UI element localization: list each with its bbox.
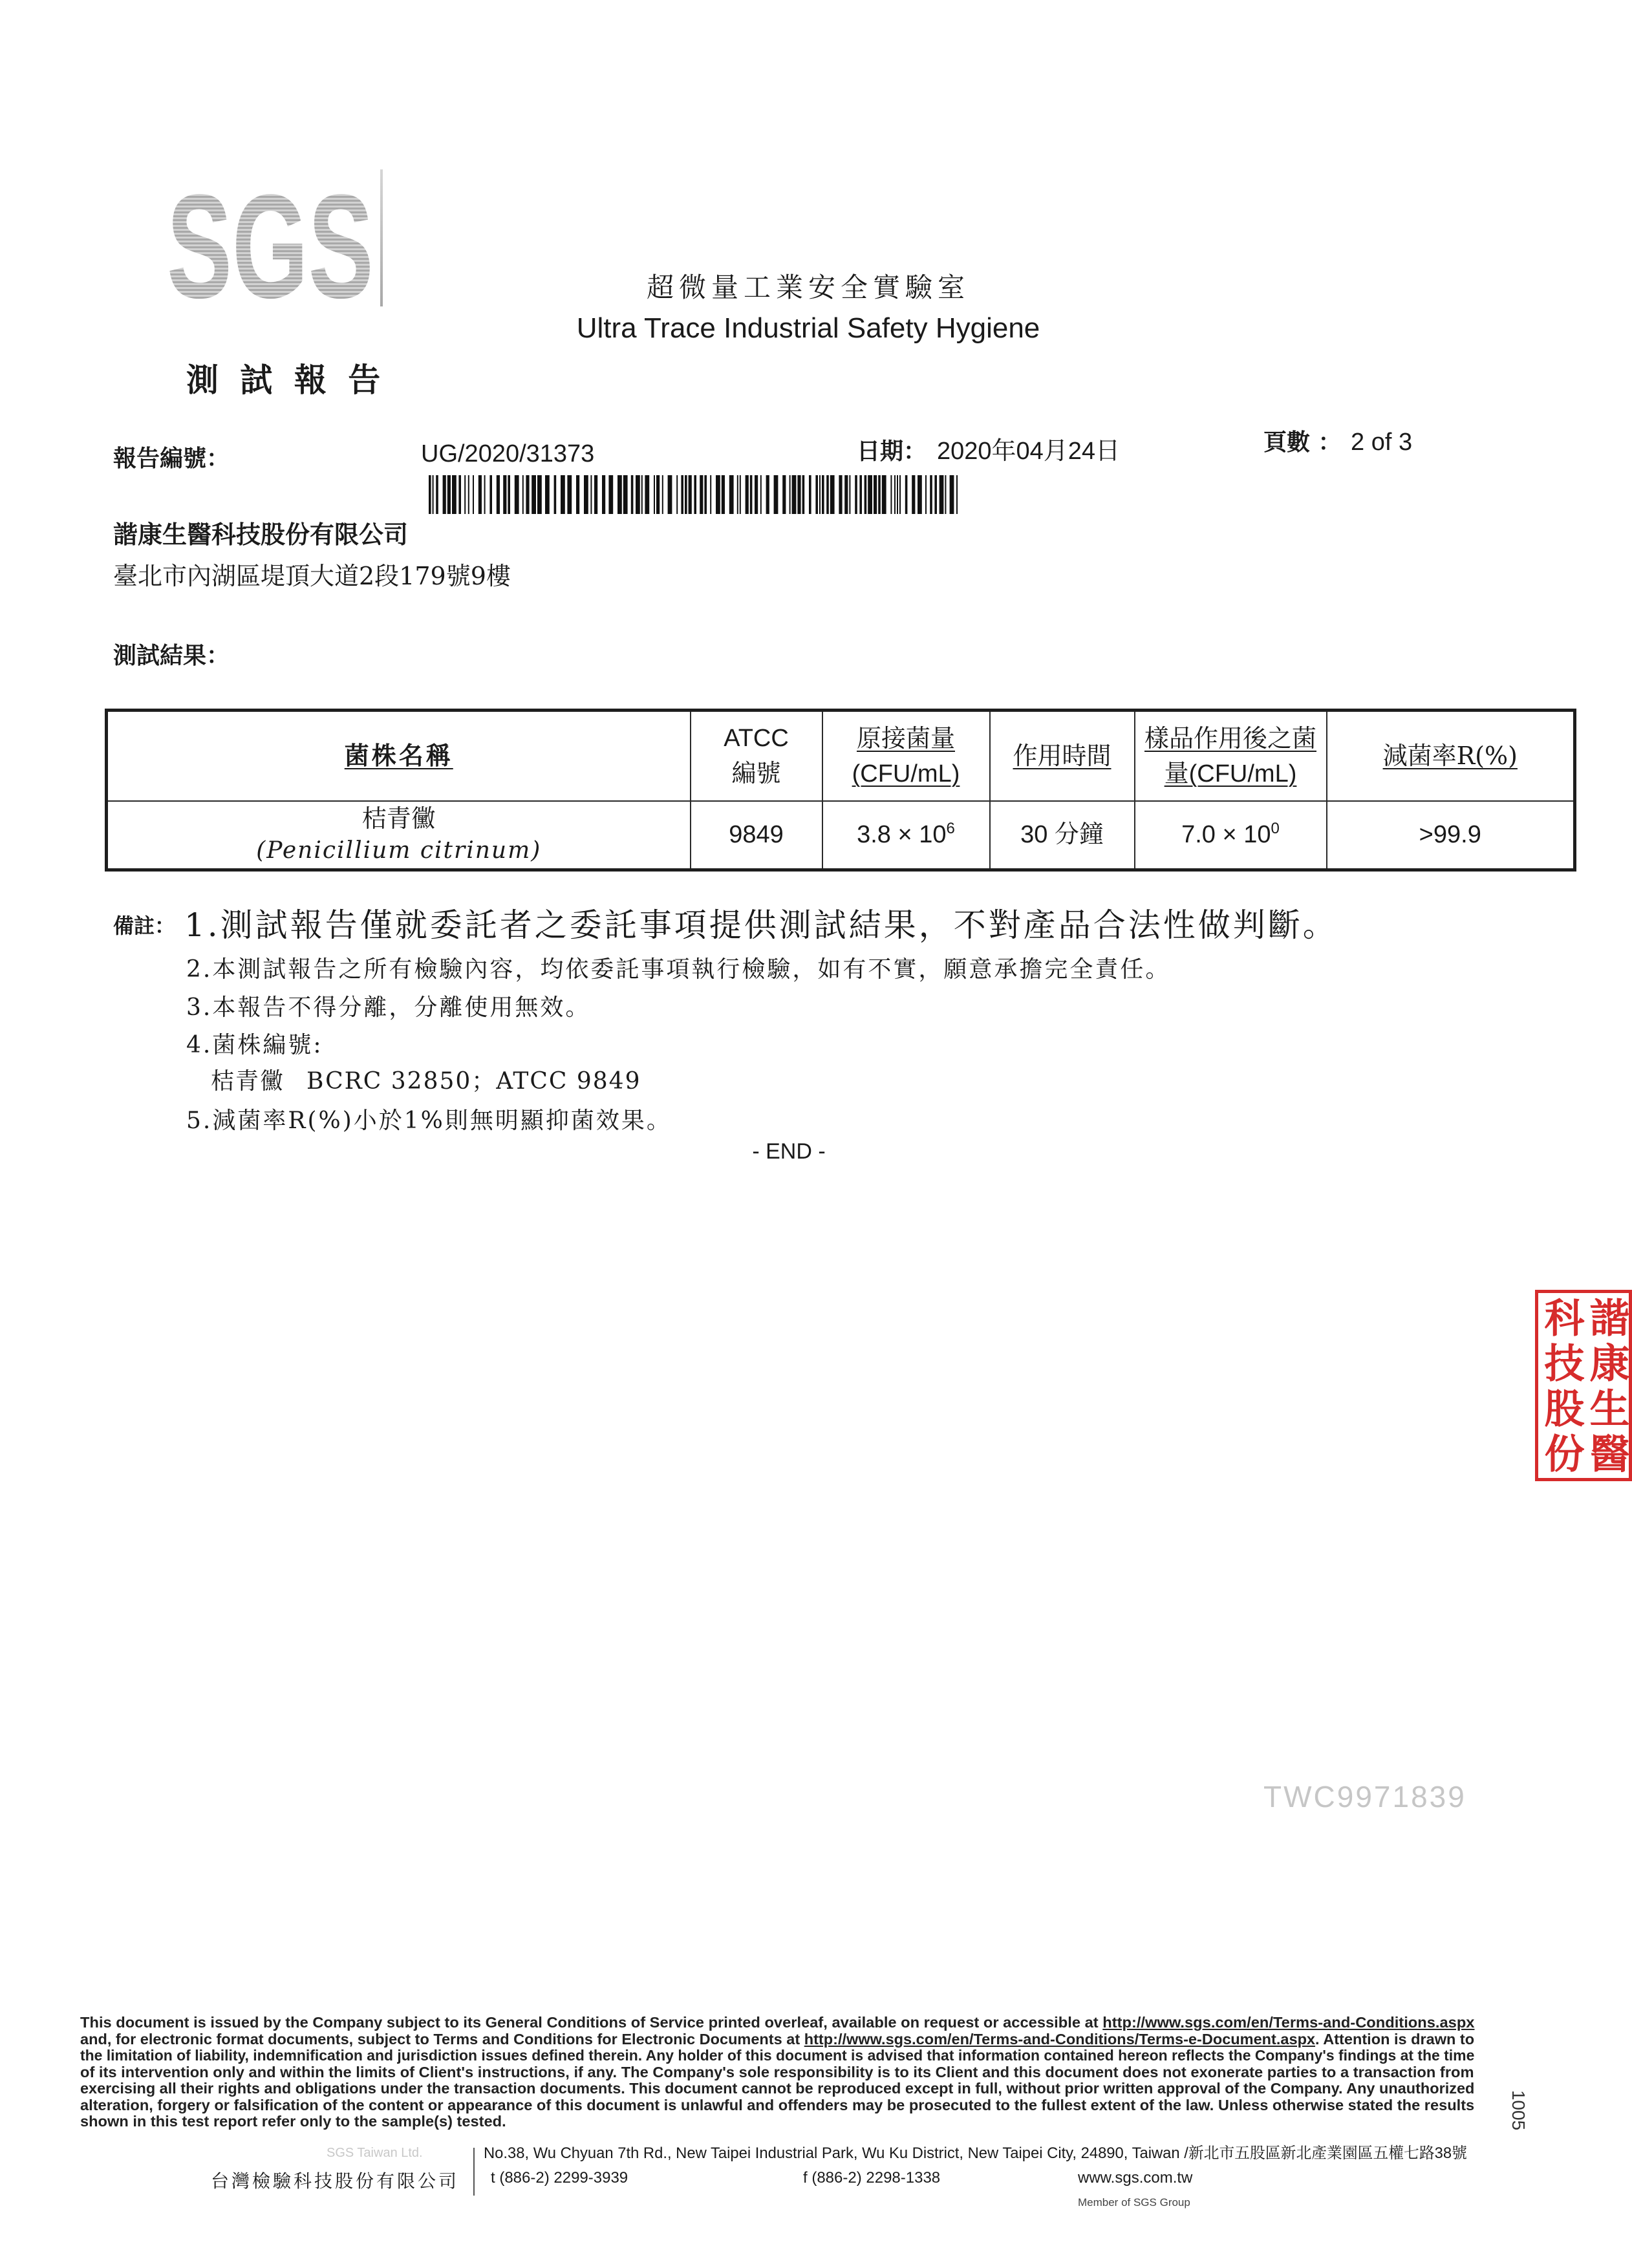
disclaimer-text: This document is issued by the Company subject to its General Conditions of Service printed overleaf, available on request or accessible at — [80, 2014, 1103, 2031]
side-code: 1005 — [1509, 2090, 1529, 2131]
barcode-bar — [497, 475, 500, 514]
barcode-bar — [681, 475, 683, 514]
initial-count-exponent: 6 — [946, 820, 955, 838]
disclaimer-line — [80, 2015, 1474, 2031]
results-label: 測試結果： — [113, 642, 230, 669]
barcode-bar — [874, 475, 877, 514]
barcode-bar — [945, 475, 946, 514]
barcode-bar — [594, 475, 597, 514]
barcode-bar — [636, 475, 640, 514]
barcode-bar — [429, 475, 431, 514]
footer-website: www.sgs.com.tw — [1078, 2169, 1193, 2187]
header-contact-time — [990, 711, 1135, 801]
barcode-bar — [508, 475, 510, 514]
barcode-bar — [894, 475, 896, 514]
footer-company-chinese: 台灣檢驗科技股份有限公司 — [211, 2170, 460, 2192]
barcode-bar — [918, 475, 922, 514]
barcode-bar — [685, 475, 687, 514]
barcode-bar — [737, 475, 738, 514]
barcode-bar — [590, 475, 592, 514]
barcode-bar — [676, 475, 678, 514]
barcode-bar — [584, 475, 588, 514]
barcode-bar — [531, 475, 536, 514]
barcode-bar — [826, 475, 829, 514]
initial-count-base: 3.8 × 10 — [857, 821, 947, 849]
barcode-bar — [458, 475, 461, 514]
barcode-bar — [473, 475, 474, 514]
note-item-4: 4.菌株編號: — [186, 1032, 323, 1058]
note-item-2: 2.本測試報告之所有檢驗內容，均依委託事項執行檢驗，如有不實，願意承擔完全責任。 — [186, 956, 1171, 983]
note-item-3: 3.本報告不得分離，分離使用無效。 — [186, 994, 591, 1021]
barcode-bar — [830, 475, 835, 514]
barcode-bar — [545, 475, 550, 514]
notes-label: 備註： — [113, 914, 176, 938]
header-reduction-rate-text: 減菌率R(%) — [1382, 742, 1518, 771]
barcode-bar — [939, 475, 944, 514]
barcode-bar — [890, 475, 892, 514]
page-count-label: 頁數 ： — [1263, 429, 1342, 456]
barcode-bar — [617, 475, 622, 514]
cell-initial-count — [822, 801, 990, 870]
header-after-line2: 量(CFU/mL) — [1164, 760, 1297, 787]
barcode-bar — [802, 475, 805, 514]
e-document-terms-link: http://www.sgs.com/en/Terms-and-Conditions/Terms-e-Document.aspx — [804, 2030, 1316, 2048]
results-table — [105, 709, 1573, 868]
barcode-bar — [710, 475, 711, 514]
barcode-bar — [849, 475, 850, 514]
header-atcc-number — [691, 711, 822, 801]
footer-phone: t (886-2) 2299-3939 — [491, 2169, 628, 2187]
company-stamp — [1535, 1290, 1630, 1484]
barcode-bar — [950, 475, 954, 514]
note-item-5: 5.減菌率R(%)小於1%則無明顯抑菌效果。 — [186, 1107, 672, 1134]
barcode-bar — [447, 475, 451, 514]
terms-link: http://www.sgs.com/en/Terms-and-Conditions.aspx — [1102, 2014, 1475, 2031]
disclaimer-text: the limitation of liability, indemnification and jurisdiction issues defined therein. Any holder of this document is advised that information contained hereon reflects the Company's findings at the time — [80, 2047, 1475, 2064]
disclaimer-line — [80, 2048, 1474, 2064]
barcode-bar — [694, 475, 696, 514]
client-name: 諧康生醫科技股份有限公司 — [113, 520, 409, 549]
barcode-bar — [656, 475, 660, 514]
barcode-bar — [864, 475, 867, 514]
note-strain-codes: BCRC 32850；ATCC 9849 — [306, 1068, 641, 1095]
header-contact-time-text: 作用時間 — [1013, 742, 1111, 771]
barcode-bar — [956, 475, 958, 514]
client-address: 臺北市內湖區堤頂大道2段179號9樓 — [113, 562, 511, 590]
strain-latin-name: (Penicillium citrinum) — [256, 837, 542, 864]
footer-divider — [473, 2148, 475, 2196]
header-strain-name — [107, 711, 691, 801]
barcode-bar — [844, 475, 848, 514]
barcode-bar — [602, 475, 605, 514]
barcode — [429, 475, 961, 514]
header-after-line1: 樣品作用後之菌 — [1144, 723, 1316, 753]
serial-number: TWC9971839 — [1263, 1780, 1466, 1813]
barcode-bar — [878, 475, 881, 514]
barcode-bar — [554, 475, 557, 514]
barcode-bar — [797, 475, 800, 514]
lab-name-chinese: 超微量工業安全實驗室 — [646, 272, 970, 303]
sgs-logo-text: SGS — [167, 164, 374, 329]
barcode-bar — [561, 475, 565, 514]
date-label: 日期： — [857, 438, 927, 465]
barcode-bar — [782, 475, 786, 514]
disclaimer-text: . Attention is drawn to — [1315, 2030, 1475, 2048]
barcode-bar — [716, 475, 720, 514]
barcode-bar — [859, 475, 862, 514]
barcode-bar — [925, 475, 927, 514]
barcode-bar — [934, 475, 937, 514]
header-initial-count — [822, 711, 990, 801]
barcode-bar — [746, 475, 749, 514]
barcode-bar — [819, 475, 821, 514]
report-date: 2020年04月24日 — [937, 438, 1121, 465]
cell-strain — [107, 801, 691, 870]
after-count-base: 7.0 × 10 — [1181, 821, 1271, 849]
disclaimer-line — [80, 2097, 1474, 2114]
disclaimer-text: shown in this test report refer only to the sample(s) tested. — [80, 2113, 506, 2130]
footer-address — [484, 2144, 1467, 2163]
barcode-bar — [464, 475, 466, 514]
barcode-bar — [436, 475, 438, 514]
disclaimer-line — [80, 2064, 1474, 2081]
sgs-logo — [167, 164, 374, 329]
barcode-bar — [608, 475, 613, 514]
barcode-bar — [623, 475, 628, 514]
barcode-bar — [654, 475, 655, 514]
barcode-bar — [468, 475, 469, 514]
disclaimer-line — [80, 2081, 1474, 2097]
barcode-bar — [855, 475, 857, 514]
barcode-bar — [452, 475, 456, 514]
footer-member: Member of SGS Group — [1078, 2196, 1190, 2209]
barcode-bar — [700, 475, 703, 514]
barcode-bar — [809, 475, 811, 514]
header-after-count — [1135, 711, 1327, 801]
barcode-bar — [882, 475, 886, 514]
barcode-bar — [522, 475, 524, 514]
footer-company-english: SGS Taiwan Ltd. — [327, 2146, 423, 2160]
barcode-bar — [766, 475, 769, 514]
after-count-exponent: 0 — [1271, 820, 1280, 838]
report-heading: 測 試 報 告 — [186, 361, 386, 399]
barcode-bar — [631, 475, 634, 514]
barcode-bar — [489, 475, 492, 514]
barcode-bar — [704, 475, 707, 514]
barcode-bar — [774, 475, 778, 514]
barcode-bar — [930, 475, 932, 514]
disclaimer-text: of its intervention only and within the limits of Client's instructions, if any. The Company's sole responsibility is to its Client and this document does not exonerate parties to a transaction from — [80, 2063, 1474, 2081]
strain-chinese-name: 桔青黴 — [361, 804, 436, 833]
cell-atcc: 9849 — [691, 801, 822, 870]
barcode-bar — [897, 475, 898, 514]
disclaimer-text: exercising all their rights and obligations under the transaction documents. This document cannot be reproduced except in full, without prior written approval of the Company. Any unauthorized — [80, 2080, 1475, 2097]
barcode-bar — [722, 475, 725, 514]
barcode-bar — [839, 475, 842, 514]
barcode-bar — [433, 475, 434, 514]
header-initial-line1: 原接菌量 — [856, 723, 955, 753]
cell-after-count — [1135, 801, 1327, 870]
header-atcc-line1: ATCC — [724, 724, 789, 752]
barcode-bar — [912, 475, 915, 514]
barcode-bar — [868, 475, 872, 514]
table-header-row — [107, 711, 1575, 801]
barcode-bar — [567, 475, 572, 514]
barcode-bar — [576, 475, 579, 514]
footer-address-text: No.38, Wu Chyuan 7th Rd., New Taipei Industrial Park, Wu Ku District, New Taipei City, 24890, Taiwan /新北市五股區新北產業園區五權七路38號 — [484, 2145, 1467, 2162]
disclaimer-text: alteration, forgery or falsification of the content or appearance of this document is unlawful and offenders may be prosecuted to the fullest extent of the law. Unless otherwise stated the results — [80, 2096, 1475, 2113]
cell-contact-time: 30 分鐘 — [990, 801, 1135, 870]
page-count: 2 of 3 — [1351, 429, 1413, 456]
footer-fax: f (886-2) 2298-1338 — [803, 2169, 941, 2187]
barcode-bar — [750, 475, 753, 514]
lab-name-english: Ultra Trace Industrial Safety Hygiene — [576, 312, 1040, 344]
barcode-bar — [526, 475, 529, 514]
table-row — [107, 801, 1575, 870]
barcode-bar — [503, 475, 506, 514]
note-item-1: 1.測試報告僅就委託者之委託事項提供測試結果，不對產品合法性做判斷。 — [184, 906, 1338, 944]
disclaimer — [80, 2015, 1474, 2130]
header-initial-line2: (CFU/mL) — [852, 760, 960, 787]
barcode-bar — [668, 475, 672, 514]
header-atcc-line2: 編號 — [731, 758, 781, 787]
company-stamp-text: 諧康生醫科技股份 — [1535, 1290, 1632, 1481]
barcode-bar — [662, 475, 663, 514]
barcode-bar — [789, 475, 791, 514]
disclaimer-line — [80, 2031, 1474, 2048]
note-strain-ids — [211, 1067, 641, 1095]
barcode-bar — [484, 475, 486, 514]
barcode-bar — [815, 475, 818, 514]
logo-rule — [380, 169, 383, 306]
barcode-bar — [905, 475, 908, 514]
report-number: UG/2020/31373 — [421, 440, 595, 467]
barcode-bar — [729, 475, 734, 514]
barcode-bar — [645, 475, 649, 514]
end-mark: - END - — [752, 1139, 826, 1164]
cell-reduction-rate: >99.9 — [1327, 801, 1575, 870]
barcode-bar — [740, 475, 741, 514]
header-strain-name-text: 菌株名稱 — [344, 741, 453, 771]
barcode-area — [429, 475, 961, 514]
barcode-bar — [641, 475, 643, 514]
barcode-bar — [515, 475, 519, 514]
note-strain-name: 桔青黴 — [211, 1068, 285, 1095]
barcode-bar — [899, 475, 901, 514]
disclaimer-text: and, for electronic format documents, subject to Terms and Conditions for Electronic Documents at — [80, 2030, 804, 2048]
header-reduction-rate — [1327, 711, 1575, 801]
barcode-bar — [689, 475, 692, 514]
barcode-bar — [537, 475, 542, 514]
barcode-bar — [755, 475, 758, 514]
barcode-bar — [443, 475, 446, 514]
disclaimer-line — [80, 2113, 1474, 2130]
barcode-bar — [792, 475, 797, 514]
barcode-bar — [822, 475, 824, 514]
barcode-bar — [478, 475, 482, 514]
report-number-label: 報告編號： — [113, 445, 230, 472]
barcode-bar — [760, 475, 762, 514]
